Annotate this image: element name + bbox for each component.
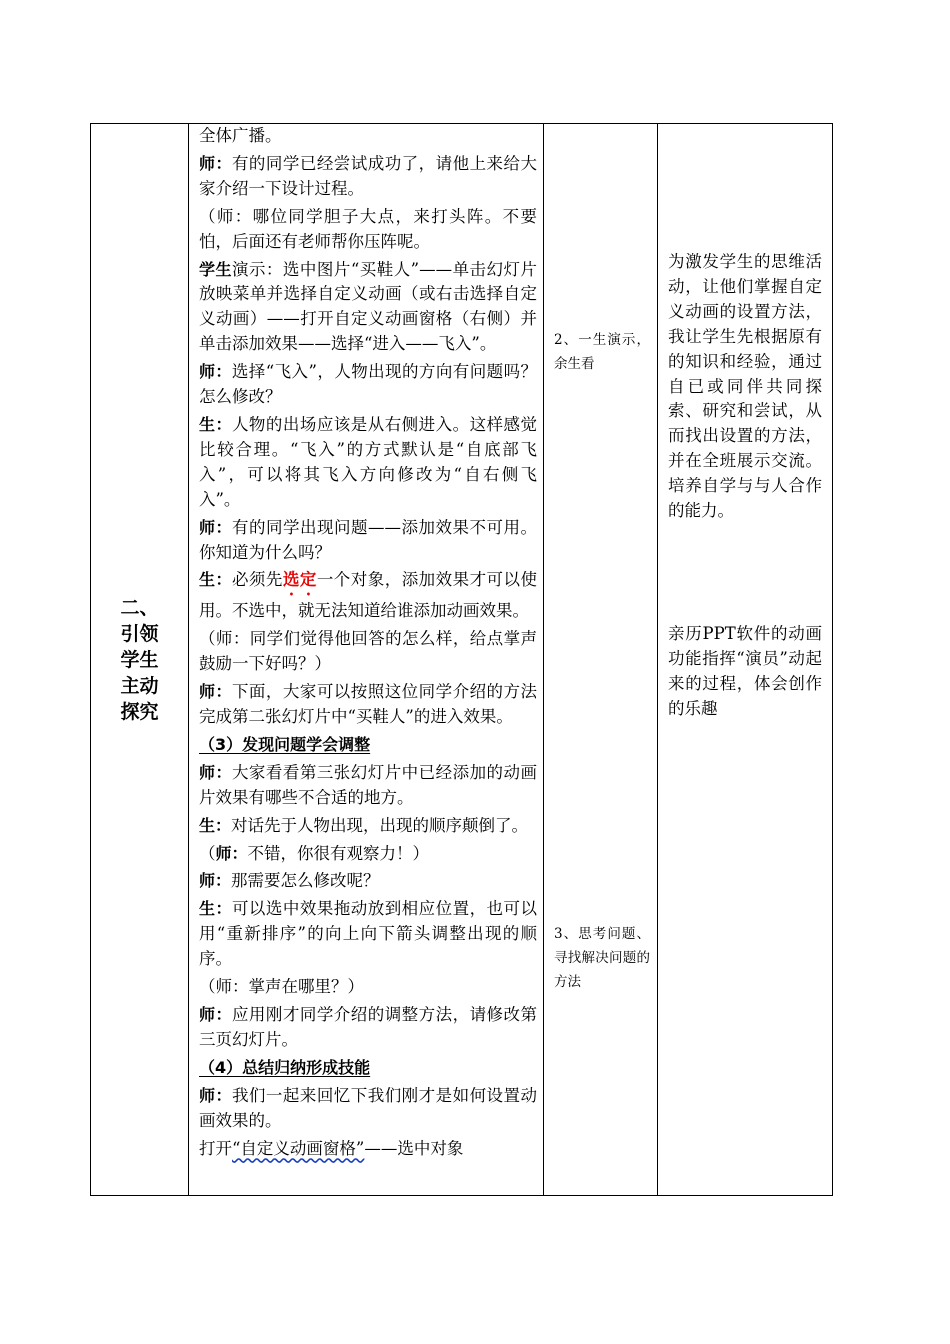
section-heading: （4）总结归纳形成技能	[199, 1057, 371, 1077]
dialogue-line	[199, 842, 537, 867]
speaker-label: 生：	[199, 414, 232, 434]
purpose-item: 亲历PPT软件的动画功能指挥“演员”动起来的过程，体会创作的乐趣	[668, 624, 822, 718]
stage-cell	[91, 124, 189, 1196]
speaker-label: 学生	[199, 259, 232, 279]
activity-item: 2、一生演示，余生看	[554, 332, 650, 372]
dialogue-line	[199, 258, 537, 358]
dialogue-line	[199, 1056, 537, 1081]
line-text: 可以选中效果拖动放到相应位置，也可以用“重新排序”的向上向下箭头调整出现的顺序。	[199, 899, 537, 969]
line-text: 大家看看第三张幻灯片中已经添加的动画片效果有哪些不合适的地方。	[199, 762, 537, 807]
lesson-plan-table	[90, 123, 833, 1196]
speaker-label: 师：	[199, 1085, 232, 1105]
dialogue-line	[199, 869, 537, 894]
teaching-content-cell	[189, 124, 544, 1196]
dialogue-line	[199, 360, 537, 410]
line-text: 选择“飞入”，人物出现的方向有问题吗？怎么修改？	[199, 362, 537, 407]
line-text: 我们一起来回忆下我们刚才是如何设置动画效果的。	[199, 1085, 537, 1130]
dialogue-line	[199, 124, 537, 149]
speaker-label: 师：	[199, 362, 232, 382]
dialogue-line	[199, 413, 537, 513]
student-activity-cell	[544, 124, 658, 1196]
line-text: ——选中对象	[364, 1138, 464, 1158]
speaker-label: 师：	[215, 843, 248, 863]
line-text: 必须先	[231, 570, 283, 590]
dialogue-lines	[199, 124, 537, 1161]
table-row	[91, 124, 833, 1196]
line-text: 那需要怎么修改呢？	[231, 871, 380, 891]
dialogue-line	[199, 1003, 537, 1053]
dialogue-line	[199, 680, 537, 730]
speaker-label: 师：	[199, 682, 232, 702]
dialogue-line	[199, 897, 537, 972]
speaker-label: 生：	[199, 570, 232, 590]
line-text: （师：哪位同学胆子大点，来打头阵。不要怕，后面还有老师帮你压阵呢。	[199, 206, 537, 251]
dialogue-line	[199, 761, 537, 811]
activity-item: 3、思考问题、寻找解决问题的方法	[554, 926, 650, 990]
section-heading: （3）发现问题学会调整	[199, 734, 371, 754]
speaker-label: 师：	[199, 1005, 232, 1024]
speaker-label: 生：	[199, 899, 232, 919]
purpose-item: 为激发学生的思维活动，让他们掌握自定义动画的设置方法，我让学生先根据原有的知识和经验，通过自已或同伴共同探索、研究和尝试，从而找出设置的方法，并在全班展示交流。培养自学与与人合作的能力。	[668, 252, 822, 521]
line-text: 对话先于人物出现，出现的顺序颠倒了。	[231, 815, 529, 835]
line-text: 演示：选中图片“买鞋人”——单击幻灯片放映菜单并选择自定义动画（或右击选择自定义动画）——打开自定义动画窗格（右侧）并单击添加效果——选择“进入——飞入”。	[199, 259, 537, 354]
line-text: （师：掌声在哪里？）	[199, 977, 364, 997]
marked-term: “自定义动画窗格”	[232, 1138, 365, 1158]
dialogue-line	[199, 814, 537, 839]
dialogue-line	[199, 205, 537, 255]
dialogue-line	[199, 568, 537, 624]
line-text: 全体广播。	[199, 126, 282, 145]
line-text: （	[199, 843, 216, 863]
speaker-label: 师：	[199, 153, 232, 173]
speaker-label: 师：	[199, 871, 232, 891]
line-text: 下面，大家可以按照这位同学介绍的方法完成第二张幻灯片中“买鞋人”的进入效果。	[199, 682, 537, 727]
design-purpose-cell	[658, 124, 833, 1196]
dialogue-line	[199, 627, 537, 677]
line-text: 人物的出场应该是从右侧进入。这样感觉比较合理。“飞入”的方式默认是“自底部飞入”，可以将其飞入方向修改为“自右侧飞入”。	[199, 414, 537, 509]
speaker-label: 师：	[199, 762, 232, 782]
line-text: 打开	[199, 1138, 232, 1158]
dialogue-line	[199, 1084, 537, 1134]
line-text: 不错，你很有观察力！）	[247, 843, 430, 863]
line-text: 一个对象，添加效果才可以使用。不选中，就无法知道给谁添加动画效果。	[199, 570, 538, 621]
dialogue-line	[199, 975, 537, 1000]
line-text: 有的同学出现问题——添加效果不可用。你知道为什么吗？	[199, 517, 537, 562]
dialogue-line	[199, 516, 537, 566]
dialogue-line	[199, 152, 537, 202]
highlighted-term: 选定	[282, 570, 317, 590]
stage-label: 二、引领学生主动探究	[120, 596, 159, 723]
speaker-label: 师：	[199, 517, 232, 537]
dialogue-line	[199, 733, 537, 758]
speaker-label: 生：	[199, 815, 232, 835]
line-text: （师：同学们觉得他回答的怎么样，给点掌声鼓励一下好吗？）	[199, 629, 537, 674]
line-text: 有的同学已经尝试成功了，请他上来给大家介绍一下设计过程。	[199, 153, 537, 198]
dialogue-line	[199, 1137, 537, 1162]
line-text: 应用刚才同学介绍的调整方法，请修改第三页幻灯片。	[199, 1005, 537, 1049]
